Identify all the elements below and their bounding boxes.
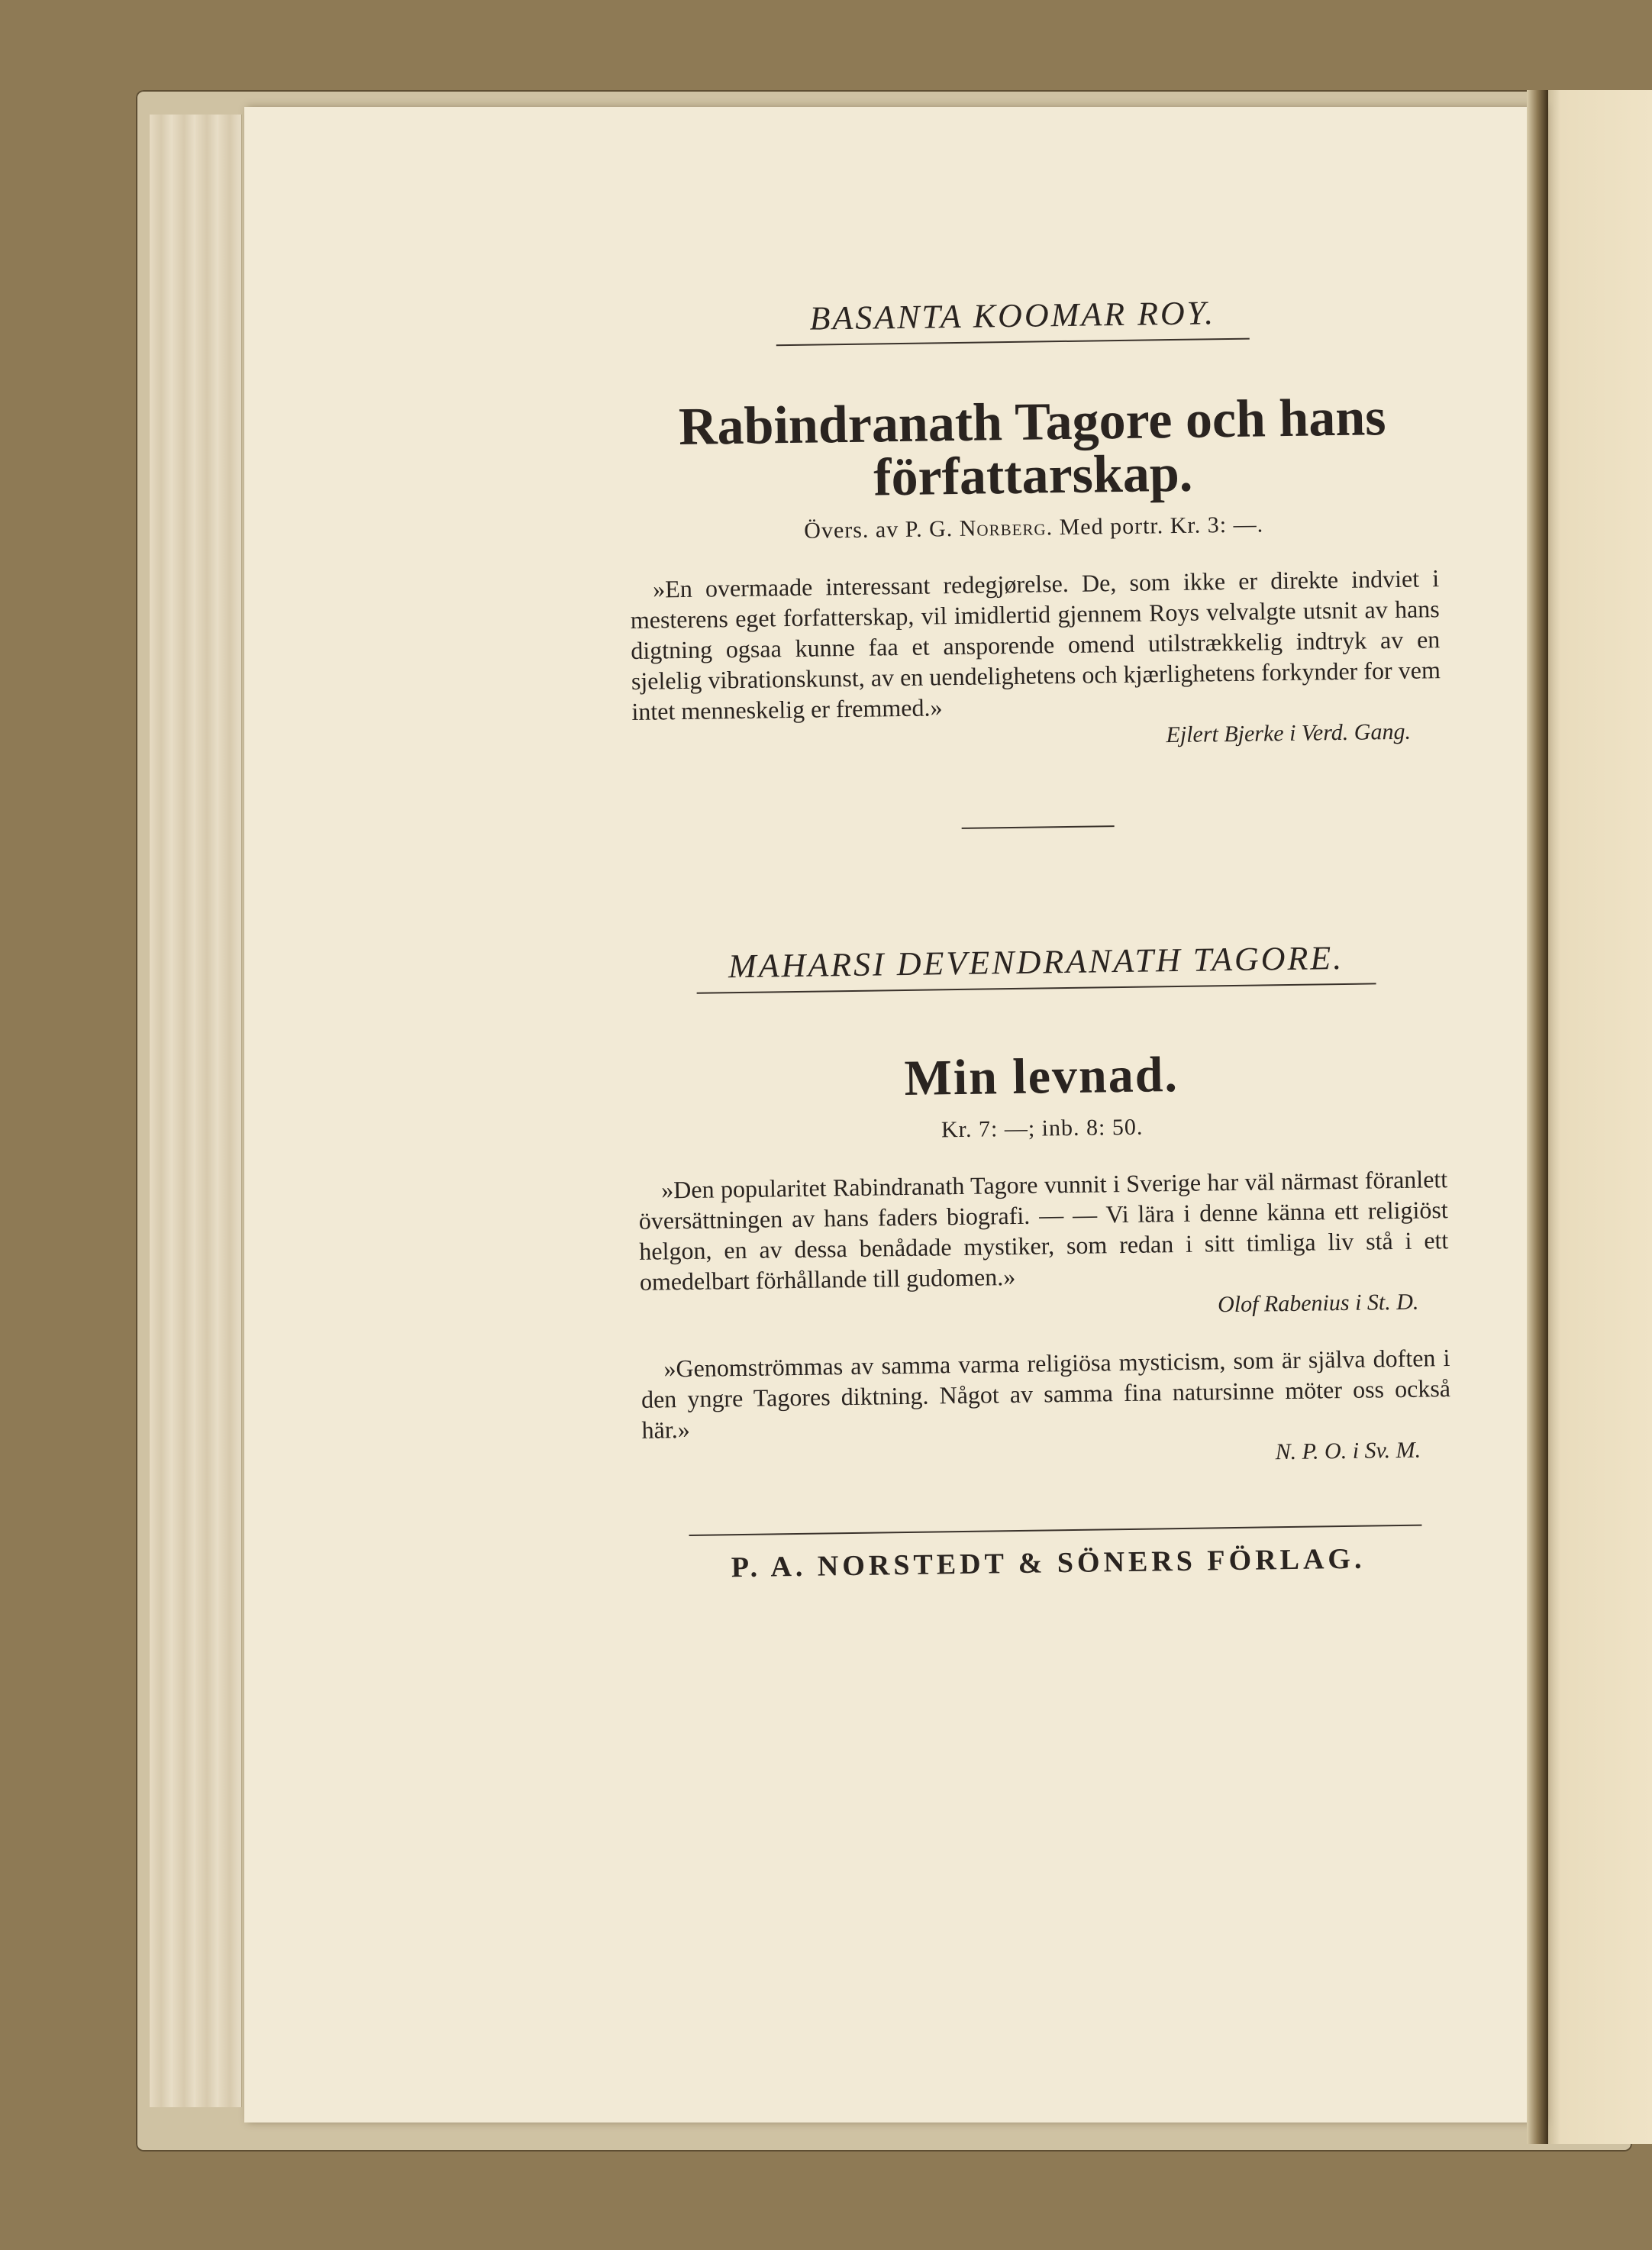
author-heading-2: MAHARSI DEVENDRANATH TAGORE. <box>696 938 1376 993</box>
page-content <box>626 290 1453 1586</box>
book-gutter <box>1527 90 1548 2144</box>
book-title-1-line-2: författarskap. <box>873 444 1193 508</box>
facing-page <box>1541 90 1652 2144</box>
book-price-2: Kr. 7: —; inb. 8: 50. <box>941 1114 1144 1143</box>
page-edge <box>218 115 242 2107</box>
page-edge <box>195 115 219 2107</box>
review-quote-2: »Den popularitet Rabindranath Tagore vunnit i Sverige har väl närmast föranlett översättningen av hans faders biografi. — — Vi lära i denne känna ett religiöst helgon, en av dessa benådade mystiker, som redan i sitt timliga liv stå i ett omedelbart förhållande till gudomen.» <box>638 1165 1449 1296</box>
translator-name: Norberg. <box>959 515 1053 541</box>
book-title-1-line-1: Rabindranath Tagore och hans <box>678 388 1387 457</box>
page-edge <box>173 115 196 2107</box>
book-title-1 <box>628 390 1438 508</box>
review-quote-1: »En overmaade interessant redegjørelse. De, som ikke er direkte indviet i mesterens eget forfatterskap, vil imidlertid gjennem Roys velvalgte utsnit av hans digtning ogsaa kunne faa et ansporende omend utilstrækkelig indtryk av en sjelelig vibrationskunst, av en uendelighetens och kjærlighetens forkynder for vem intet menneskelig er fremmed.» <box>630 564 1441 725</box>
book-details-1 <box>629 509 1438 547</box>
review-source-2: Olof Rabenius i St. D. <box>1217 1289 1419 1318</box>
publisher-name: P. A. NORSTEDT & SÖNERS FÖRLAG. <box>731 1542 1366 1584</box>
review-source-3: N. P. O. i Sv. M. <box>1275 1437 1421 1465</box>
page-edge <box>150 115 173 2107</box>
author-heading-1: BASANTA KOOMAR ROY. <box>776 293 1250 347</box>
review-quote-3: »Genomströmmas av samma varma religiösa mysticism, som är själva doften i den yngre Tagores diktning. Något av samma fina natursinne möter oss också här.» <box>640 1344 1451 1444</box>
details-prefix: Övers. av P. G. <box>804 515 960 544</box>
book-title-2: Min levnad. <box>904 1046 1179 1107</box>
review-source-1: Ejlert Bjerke i Verd. Gang. <box>1166 718 1412 748</box>
publisher-rule <box>689 1525 1422 1536</box>
section-divider <box>962 825 1115 829</box>
details-suffix: Med portr. Kr. 3: —. <box>1052 512 1264 541</box>
